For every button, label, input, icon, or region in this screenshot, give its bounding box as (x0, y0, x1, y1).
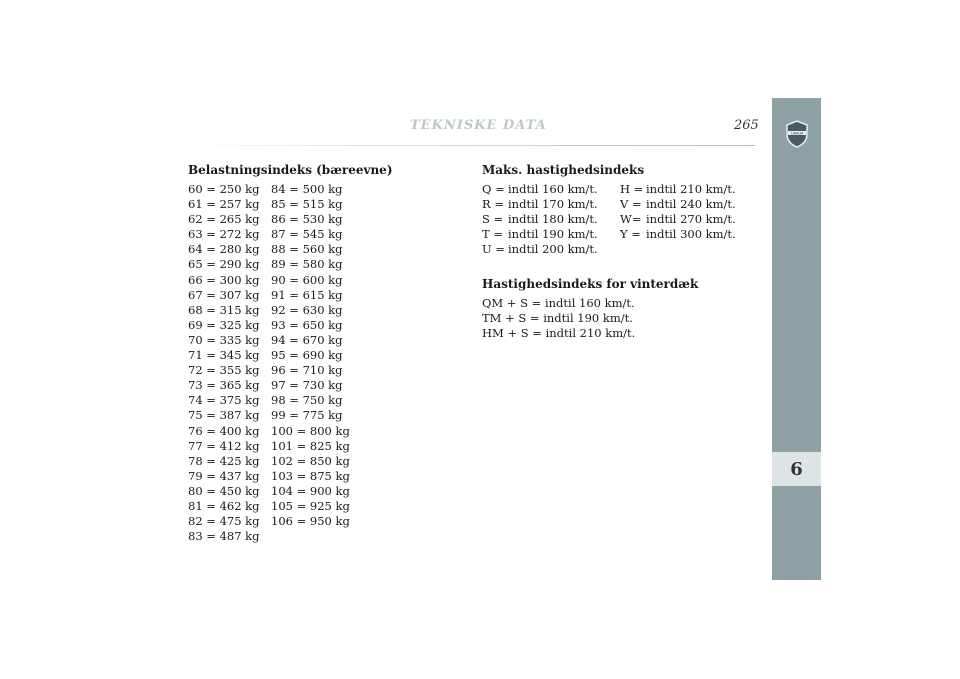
list-item: 101 = 825 kg (271, 438, 350, 453)
speed-value: indtil 200 km/t. (508, 242, 598, 257)
logo-text: LANCIA (790, 131, 804, 136)
list-item: 89 = 580 kg (271, 257, 343, 272)
speed-code: V = (620, 197, 642, 212)
speed-code: T = (482, 227, 503, 242)
list-item: 62 = 265 kg (188, 212, 260, 227)
list-item: 81 = 462 kg (188, 498, 260, 513)
list-item: 79 = 437 kg (188, 468, 260, 483)
speed-value: indtil 270 km/t. (646, 212, 736, 227)
list-item: 65 = 290 kg (188, 257, 260, 272)
speed-index-column-2 (620, 182, 736, 242)
speed-value: indtil 160 km/t. (508, 182, 598, 196)
list-item: 106 = 950 kg (271, 514, 350, 529)
speed-index-row (482, 182, 598, 197)
speed-code: H = (620, 182, 644, 196)
speed-value: indtil 190 km/t. (508, 227, 598, 242)
list-item: 103 = 875 kg (271, 468, 350, 483)
header-rule (187, 145, 755, 146)
lancia-shield-icon (785, 120, 809, 148)
list-item: 68 = 315 kg (188, 302, 260, 317)
speed-code: Y = (620, 227, 641, 242)
speed-code: W= (620, 212, 642, 227)
list-item: 90 = 600 kg (271, 272, 343, 287)
list-item: 85 = 515 kg (271, 197, 343, 212)
list-item: 84 = 500 kg (271, 182, 343, 196)
list-item: 98 = 750 kg (271, 393, 343, 408)
list-item: 72 = 355 kg (188, 363, 260, 378)
list-item: 63 = 272 kg (188, 227, 260, 242)
list-item: 80 = 450 kg (188, 483, 260, 498)
speed-value: indtil 210 km/t. (646, 182, 736, 196)
list-item: 66 = 300 kg (188, 272, 260, 287)
list-item: 94 = 670 kg (271, 332, 343, 347)
list-item: 86 = 530 kg (271, 212, 343, 227)
list-item: 71 = 345 kg (188, 348, 260, 363)
list-item: 102 = 850 kg (271, 453, 350, 468)
list-item: 93 = 650 kg (271, 317, 343, 332)
speed-value: indtil 240 km/t. (646, 197, 736, 212)
list-item: 88 = 560 kg (271, 242, 343, 257)
list-item: 70 = 335 kg (188, 332, 260, 347)
list-item: 73 = 365 kg (188, 378, 260, 393)
speed-code: Q = (482, 182, 505, 196)
speed-index-column-1 (482, 182, 598, 257)
speed-value: indtil 300 km/t. (646, 227, 736, 242)
list-item: 97 = 730 kg (271, 378, 343, 393)
list-item: 82 = 475 kg (188, 514, 260, 529)
list-item: 83 = 487 kg (188, 529, 260, 544)
load-index-column-1 (188, 182, 260, 544)
speed-index-heading: Maks. hastighedsindeks (482, 163, 645, 177)
load-index-column-2 (271, 182, 350, 529)
speed-value: indtil 170 km/t. (508, 197, 598, 212)
list-item: 67 = 307 kg (188, 287, 260, 302)
speed-index-row (620, 212, 736, 227)
list-item: 74 = 375 kg (188, 393, 260, 408)
page-number: 265 (734, 118, 759, 133)
speed-code: R = (482, 197, 504, 212)
list-item: 91 = 615 kg (271, 287, 343, 302)
speed-code: U = (482, 242, 505, 257)
list-item: 96 = 710 kg (271, 363, 343, 378)
speed-index-row (482, 242, 598, 257)
list-item: QM + S = indtil 160 km/t. (482, 296, 635, 310)
list-item: 105 = 925 kg (271, 498, 350, 513)
list-item: 77 = 412 kg (188, 438, 260, 453)
speed-index-row (620, 182, 736, 197)
list-item: TM + S = indtil 190 km/t. (482, 311, 633, 326)
winter-index-list (482, 296, 635, 341)
speed-index-row (620, 227, 736, 242)
list-item: 100 = 800 kg (271, 423, 350, 438)
section-title: TEKNISKE DATA (410, 118, 547, 133)
speed-index-row (482, 197, 598, 212)
list-item: 99 = 775 kg (271, 408, 343, 423)
list-item: 104 = 900 kg (271, 483, 350, 498)
list-item: HM + S = indtil 210 km/t. (482, 326, 636, 341)
list-item: 69 = 325 kg (188, 317, 260, 332)
list-item: 92 = 630 kg (271, 302, 343, 317)
load-index-heading: Belastningsindeks (bæreevne) (188, 163, 393, 177)
list-item: 61 = 257 kg (188, 197, 260, 212)
list-item: 76 = 400 kg (188, 423, 260, 438)
list-item: 87 = 545 kg (271, 227, 343, 242)
chapter-sidebar (772, 98, 821, 580)
list-item: 95 = 690 kg (271, 348, 343, 363)
list-item: 78 = 425 kg (188, 453, 260, 468)
chapter-number: 6 (772, 452, 821, 486)
speed-index-row (620, 197, 736, 212)
speed-index-row (482, 212, 598, 227)
winter-index-heading: Hastighedsindeks for vinterdæk (482, 277, 699, 291)
speed-index-row (482, 227, 598, 242)
list-item: 75 = 387 kg (188, 408, 260, 423)
list-item: 60 = 250 kg (188, 182, 260, 196)
list-item: 64 = 280 kg (188, 242, 260, 257)
speed-code: S = (482, 212, 504, 227)
speed-value: indtil 180 km/t. (508, 212, 598, 227)
